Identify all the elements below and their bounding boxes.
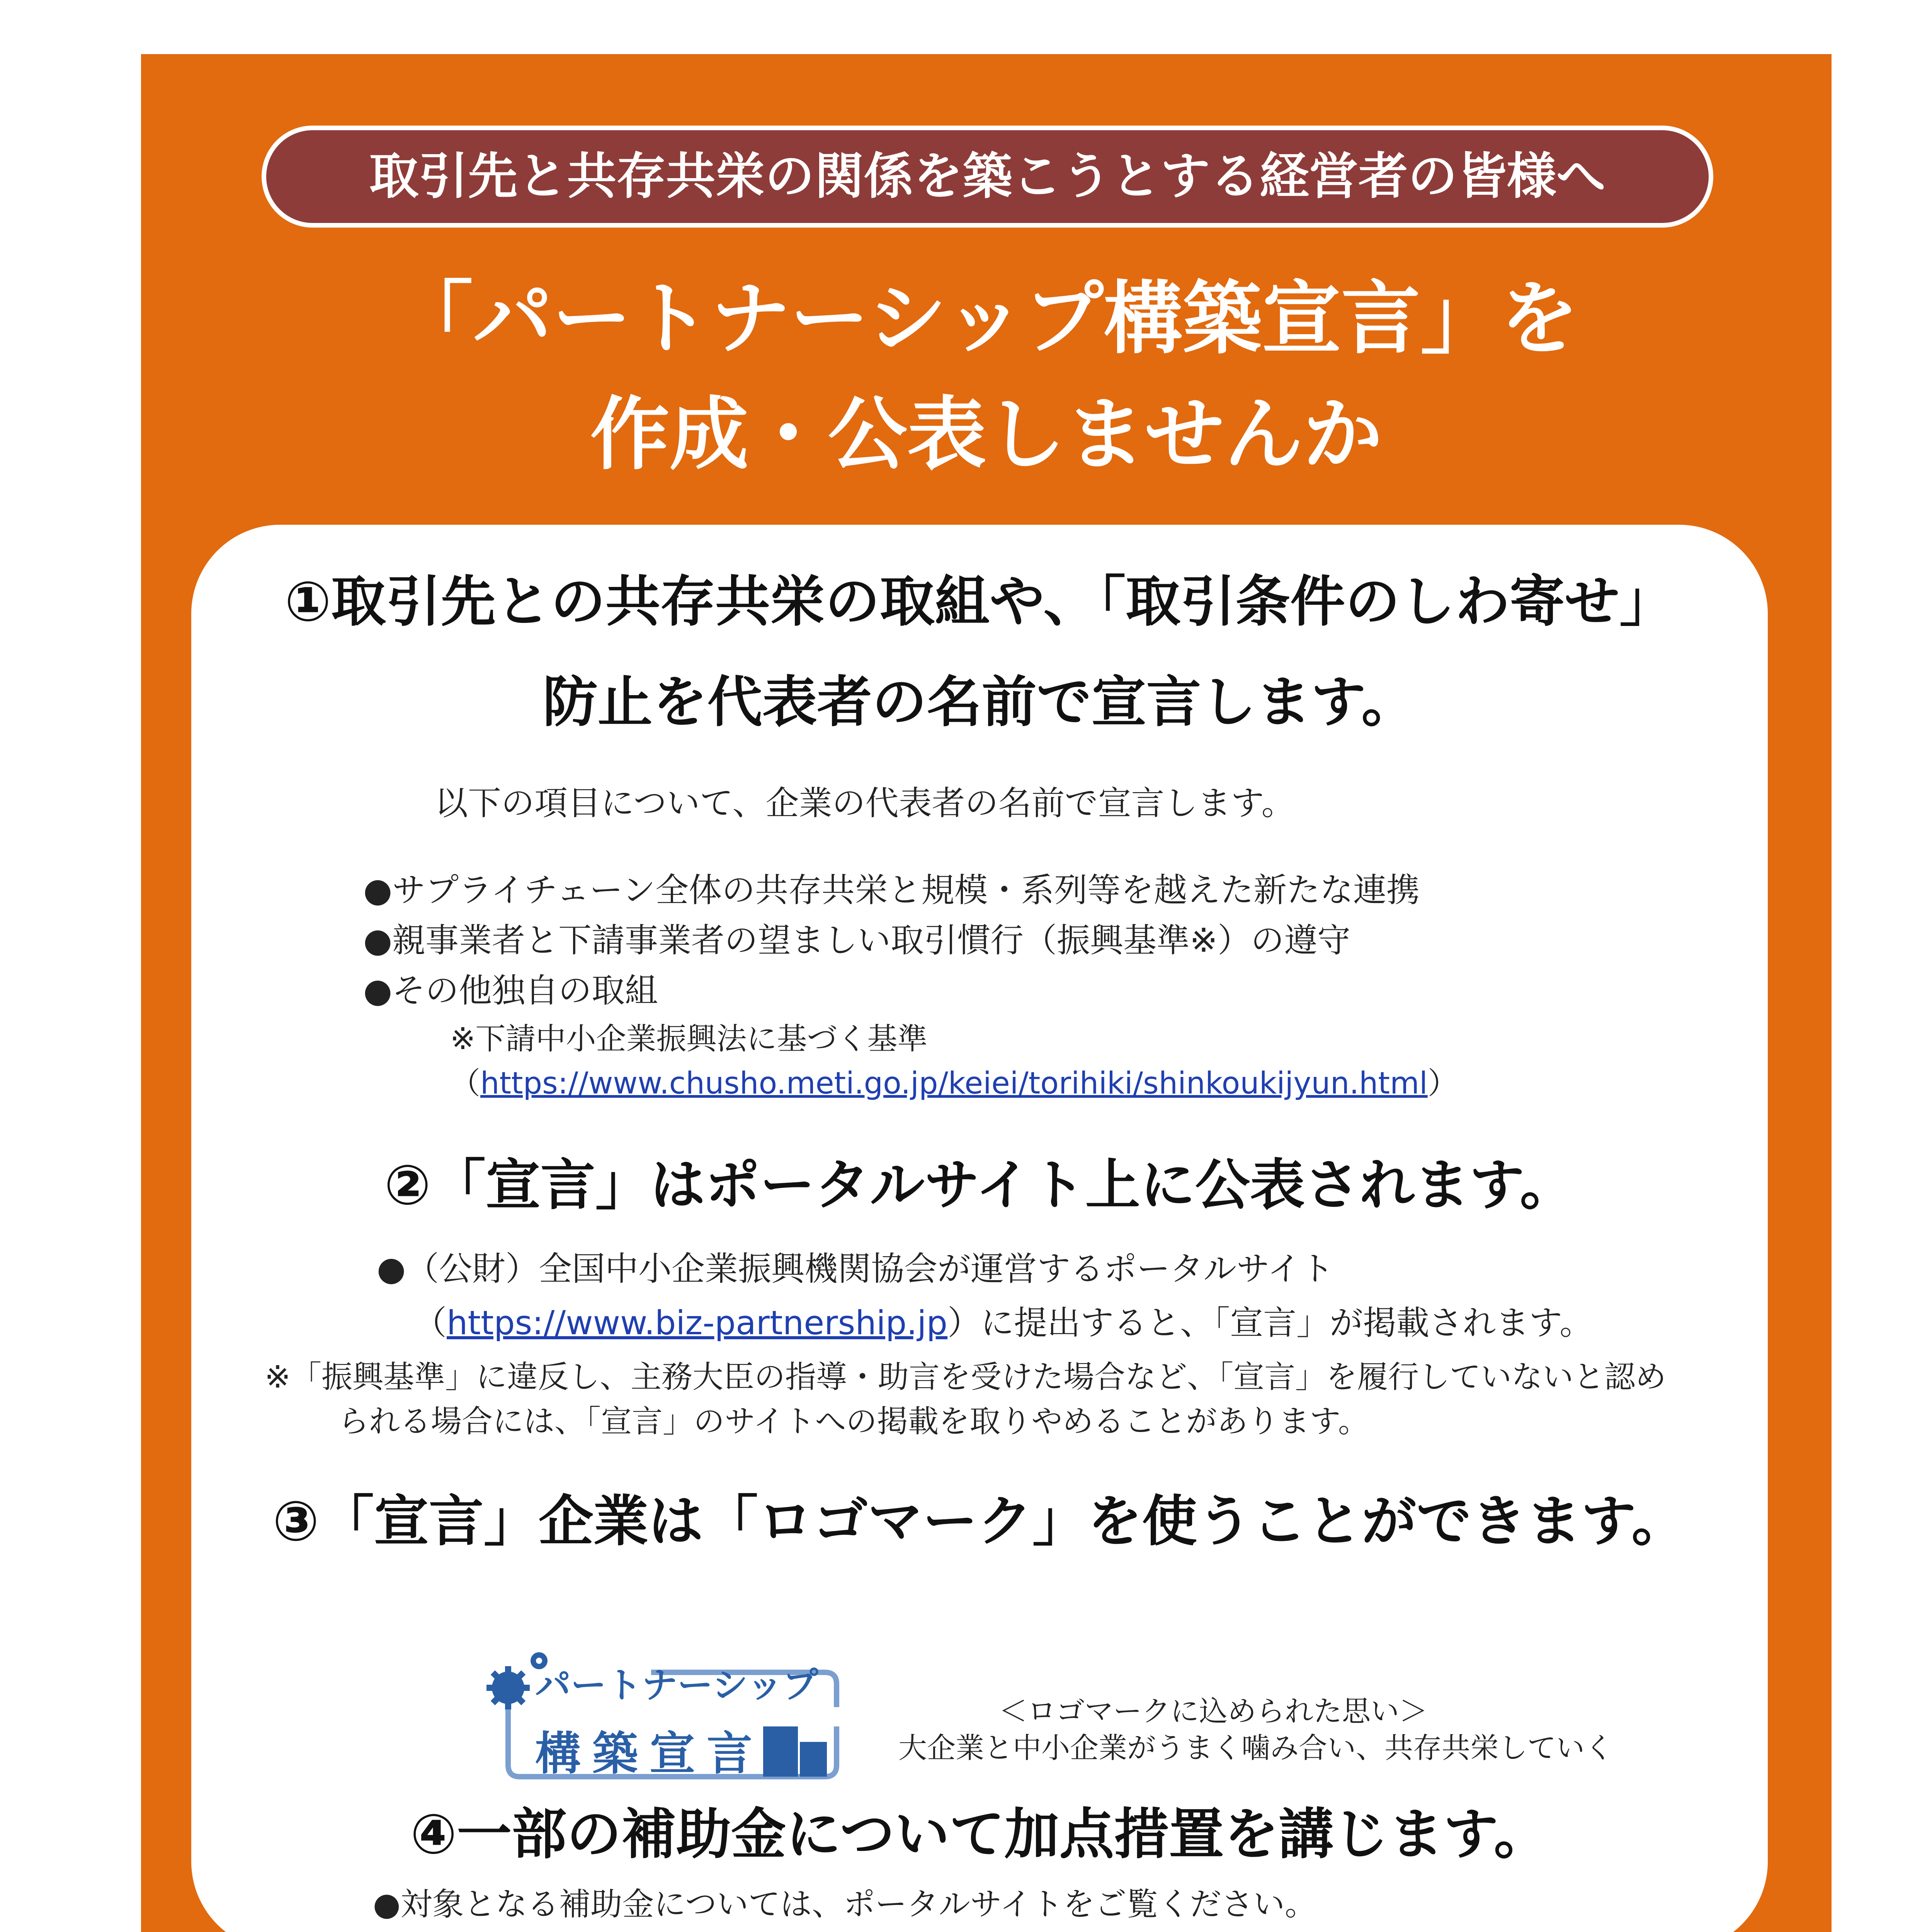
logo-caption-title: ＜ロゴマークに込められた思い＞ (999, 1695, 1428, 1728)
portal-link[interactable]: https://www.biz-partnership.jp (447, 1304, 948, 1342)
shinkoukijyun-link[interactable]: https://www.chusho.meti.go.jp/keiei/torihiki/shinkoukijyun.html (480, 1066, 1428, 1101)
section1-title-line1: ①取引先との共存共栄の取組や、「取引条件のしわ寄せ」 (284, 570, 1675, 634)
paren-close: ） (1427, 1066, 1458, 1101)
section1-bullet-3: ●その他独自の取組 (363, 971, 658, 1010)
section2-bullet: ●（公財）全国中小企業振興機関協会が運営するポータルサイト (377, 1250, 1334, 1288)
paren-open: （ (450, 1066, 481, 1101)
section2-link-line (413, 1301, 1593, 1345)
logo-caption-text: 大企業と中小企業がうまく噛み合い、共存共栄していく (898, 1731, 1613, 1765)
section2-note-line2: られる場合には、「宣言」のサイトへの掲載を取りやめることがあります。 (338, 1403, 1369, 1439)
headline-line1: 「パートナーシップ構築宣言」を (394, 273, 1579, 365)
poster (141, 54, 1832, 1932)
headline-line2: 作成・公表しませんか (590, 389, 1383, 481)
section4-title: ④一部の補助金について加点措置を講じます。 (410, 1803, 1549, 1866)
tagline-banner: 取引先と共存共栄の関係を築こうとする経営者の皆様へ (262, 126, 1713, 228)
section1-intro: 以下の項目について、企業の代表者の名前で宣言します。 (435, 784, 1295, 823)
orange-panel (141, 54, 1832, 1932)
content-card (191, 525, 1768, 1932)
section2-title: ②「宣言」はポータルサイト上に公表されます。 (384, 1153, 1575, 1217)
section1-note-link-line (450, 1062, 1458, 1105)
section4-bullet: ●対象となる補助金については、ポータルサイトをご覧ください。 (373, 1886, 1317, 1923)
section1-title-line2: 防止を代表者の名前で宣言します。 (543, 670, 1417, 734)
logo-text-line2: 構築宣言 (535, 1727, 764, 1780)
section2-note-line1: ※「振興基準」に違反し、主務大臣の指導・助言を受けた場合など、「宣言」を履行していないと認め (265, 1359, 1667, 1395)
section1-bullet-1: ●サプライチェーン全体の共存共栄と規模・系列等を越えた新たな連携 (363, 871, 1420, 910)
logo-text-line1: パートナーシップ (535, 1665, 818, 1706)
section1-bullet-2: ●親事業者と下請事業者の望ましい取引慣行（振興基準※）の遵守 (363, 921, 1351, 960)
building-icon (763, 1726, 827, 1777)
partnership-logo (485, 1649, 856, 1796)
section2-link-after: ）に提出すると、「宣言」が掲載されます。 (947, 1304, 1593, 1342)
section3-title: ③「宣言」企業は「ロゴマーク」を使うことができます。 (272, 1490, 1687, 1553)
paren-open: （ (413, 1304, 447, 1342)
section1-note: ※下請中小企業振興法に基づく基準 (450, 1022, 928, 1056)
